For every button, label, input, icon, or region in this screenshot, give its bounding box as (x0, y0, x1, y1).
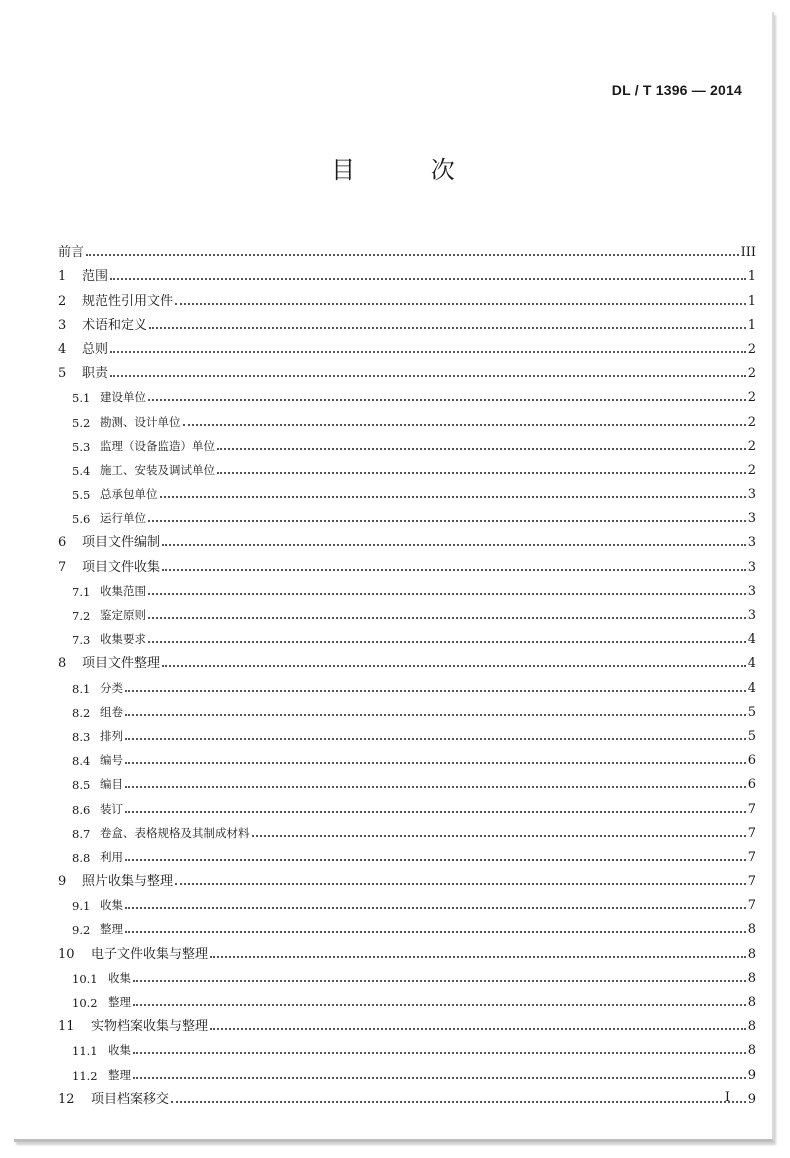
toc-entry-number: 8.4 (72, 754, 91, 769)
dot-leader (125, 859, 746, 861)
dot-leader (148, 520, 746, 522)
toc-entry[interactable] (58, 986, 756, 1010)
toc-entry-label: 总承包单位 (100, 487, 158, 502)
standard-code: DL / T 1396 — 2014 (611, 82, 742, 98)
toc-entry[interactable] (58, 502, 756, 526)
toc-entry-label: 项目文件编制 (82, 535, 161, 551)
toc-entry-number: 1 (58, 269, 67, 285)
toc-entry-page: 2 (747, 462, 756, 478)
toc-entry-label: 收集范围 (100, 583, 146, 598)
toc-entry-number: 11.1 (72, 1044, 98, 1059)
toc-entry-label: 职责 (82, 366, 109, 382)
dot-leader (133, 1077, 746, 1079)
dot-leader (175, 303, 746, 305)
toc-entry-number: 8.5 (72, 778, 91, 793)
toc-entry-page: 5 (747, 728, 756, 744)
toc-entry-label: 规范性引用文件 (82, 293, 174, 309)
toc-entry-label: 项目文件收集 (82, 559, 161, 575)
dot-leader (110, 351, 746, 353)
toc-entry[interactable] (58, 1010, 756, 1034)
toc-entry-number: 8.2 (72, 705, 91, 720)
toc-entry-page: 8 (747, 995, 756, 1010)
dot-leader (162, 569, 746, 571)
toc-entry[interactable] (58, 1083, 756, 1107)
toc-entry-number: 8.7 (72, 826, 91, 841)
dot-leader (110, 375, 746, 377)
toc-entry[interactable] (58, 817, 756, 841)
toc-entry-label: 利用 (100, 849, 123, 864)
toc-entry[interactable] (58, 913, 756, 937)
toc-entry-number: 8.6 (72, 802, 91, 817)
dot-leader (160, 496, 746, 498)
toc-entry-page: 3 (747, 608, 756, 623)
toc-entry[interactable] (58, 284, 756, 308)
toc-entry-number: 8.3 (72, 729, 91, 744)
dot-leader (171, 1101, 746, 1103)
toc-entry[interactable] (58, 333, 756, 357)
toc-entry-label: 建设单位 (100, 390, 146, 405)
table-of-contents (58, 236, 756, 1107)
toc-entry-number: 11.2 (72, 1068, 98, 1083)
toc-entry[interactable] (58, 526, 756, 550)
toc-entry-page: 7 (747, 801, 756, 817)
toc-entry-page: 2 (747, 438, 756, 454)
toc-entry-label: 收集要求 (100, 632, 146, 647)
toc-entry-page: 8 (747, 1019, 756, 1035)
toc-entry-number: 10.1 (72, 971, 98, 986)
toc-entry-page: 8 (747, 922, 756, 938)
toc-entry-page: 3 (747, 487, 756, 503)
toc-entry[interactable] (58, 550, 756, 574)
toc-entry-page: 3 (747, 583, 756, 599)
toc-entry-number: 2 (58, 293, 67, 309)
toc-entry-page: 6 (747, 777, 756, 793)
toc-entry-label: 整理 (108, 1067, 131, 1082)
toc-entry-page: 3 (747, 559, 756, 575)
dot-leader (217, 472, 746, 474)
toc-entry-number: 9.1 (72, 899, 91, 914)
toc-entry-label: 组卷 (100, 704, 123, 719)
toc-entry[interactable] (58, 768, 756, 792)
toc-entry-page: 3 (747, 511, 756, 527)
toc-entry-page: 9 (747, 1091, 756, 1107)
toc-entry-label: 卷盒、表格规格及其制成材料 (100, 825, 250, 840)
dot-leader (125, 786, 746, 788)
toc-entry-page: 7 (747, 898, 756, 914)
page-folio: I (724, 1090, 730, 1105)
toc-entry-page: 1 (747, 317, 756, 333)
toc-entry[interactable] (58, 696, 756, 720)
toc-entry[interactable] (58, 671, 756, 695)
toc-entry-number: 8.8 (72, 850, 91, 865)
toc-entry[interactable] (58, 744, 756, 768)
toc-entry-number: 5 (58, 366, 67, 382)
toc-entry-number: 7.1 (72, 584, 91, 599)
toc-entry-page: 8 (747, 946, 756, 962)
dot-leader (125, 811, 746, 813)
dot-leader (133, 1004, 746, 1006)
dot-leader (125, 690, 746, 692)
toc-entry-label: 施工、安装及调试单位 (100, 462, 215, 477)
toc-entry-number: 10 (58, 946, 75, 962)
toc-entry[interactable] (58, 1034, 756, 1058)
toc-entry-label: 收集 (108, 1043, 131, 1058)
toc-entry-page: 2 (747, 390, 756, 406)
toc-entry-number: 9.2 (72, 923, 91, 938)
toc-entry[interactable] (58, 381, 756, 405)
toc-entry-number: 5.3 (72, 439, 91, 454)
dot-leader (148, 641, 746, 643)
toc-entry-page: 9 (747, 1067, 756, 1083)
toc-entry[interactable] (58, 236, 756, 260)
toc-entry-page: III (740, 245, 756, 261)
dot-leader (148, 399, 746, 401)
toc-entry-number: 11 (58, 1019, 75, 1035)
toc-entry[interactable] (58, 357, 756, 381)
toc-entry-label: 收集 (108, 970, 131, 985)
toc-entry[interactable] (58, 260, 756, 284)
toc-entry[interactable] (58, 430, 756, 454)
toc-entry-page: 8 (747, 1043, 756, 1059)
toc-entry-label: 收集 (100, 898, 123, 913)
toc-entry-page: 4 (747, 632, 756, 648)
toc-entry-number: 9 (58, 874, 67, 890)
toc-entry[interactable] (58, 647, 756, 671)
toc-entry-number: 5.6 (72, 512, 91, 527)
toc-entry-page: 1 (747, 269, 756, 285)
dot-leader (125, 762, 746, 764)
toc-entry[interactable] (58, 937, 756, 961)
toc-entry-label: 电子文件收集与整理 (91, 946, 209, 962)
toc-entry-number: 8.1 (72, 681, 91, 696)
toc-entry-number: 7.2 (72, 609, 91, 623)
toc-entry-page: 3 (747, 535, 756, 551)
dot-leader (149, 327, 746, 329)
dot-leader (162, 665, 746, 667)
toc-entry-number: 8 (58, 656, 67, 672)
toc-entry[interactable] (58, 962, 756, 986)
toc-entry-label: 排列 (100, 728, 123, 743)
toc-entry-page: 6 (747, 753, 756, 769)
toc-entry-number: 5.4 (72, 463, 91, 478)
toc-entry-label: 运行单位 (100, 511, 146, 526)
toc-entry-label: 范围 (82, 269, 109, 285)
toc-entry-label: 整理 (108, 995, 131, 1009)
toc-entry[interactable] (58, 720, 756, 744)
dot-leader (133, 980, 746, 982)
toc-entry-label: 项目档案移交 (91, 1091, 170, 1107)
dot-leader (125, 931, 746, 933)
toc-entry[interactable] (58, 865, 756, 889)
toc-entry[interactable] (58, 405, 756, 429)
dot-leader (86, 254, 739, 256)
toc-entry-page: 4 (747, 680, 756, 696)
toc-entry-label: 总则 (82, 341, 109, 357)
dot-leader (210, 956, 746, 958)
dot-leader (210, 1028, 746, 1030)
toc-title: 目 次 (331, 156, 489, 184)
toc-entry-label: 鉴定原则 (100, 608, 146, 622)
toc-entry-number: 4 (58, 341, 67, 357)
toc-entry-number: 7.3 (72, 633, 91, 648)
dot-leader (148, 593, 746, 595)
toc-entry-label: 监理（设备监造）单位 (100, 438, 215, 453)
toc-entry-page: 8 (747, 970, 756, 986)
toc-entry-number: 7 (58, 559, 67, 575)
toc-entry-label: 勘测、设计单位 (100, 414, 181, 429)
toc-entry-label: 编目 (100, 777, 123, 792)
toc-entry-page: 2 (747, 414, 756, 430)
dot-leader (125, 714, 746, 716)
dot-leader (148, 617, 746, 619)
toc-entry-number: 5.1 (72, 391, 91, 406)
toc-entry[interactable] (58, 478, 756, 502)
toc-entry-page: 5 (747, 704, 756, 720)
toc-entry-label: 实物档案收集与整理 (91, 1019, 209, 1035)
toc-entry-number: 12 (58, 1091, 75, 1107)
document-page (14, 12, 774, 1142)
toc-entry-label: 装订 (100, 801, 123, 816)
toc-entry-page: 1 (747, 293, 756, 309)
toc-entry[interactable] (58, 889, 756, 913)
toc-entry-label: 编号 (100, 753, 123, 768)
toc-entry-number: 5.2 (72, 415, 91, 430)
toc-entry-label: 分类 (100, 680, 123, 695)
toc-entry-number: 10.2 (72, 996, 98, 1010)
toc-entry-label: 前言 (58, 245, 85, 261)
toc-entry-number: 3 (58, 317, 67, 333)
dot-leader (217, 448, 746, 450)
toc-entry[interactable] (58, 841, 756, 865)
toc-entry-label: 照片收集与整理 (82, 874, 174, 890)
toc-entry[interactable] (58, 1058, 756, 1082)
toc-entry[interactable] (58, 792, 756, 816)
dot-leader (183, 424, 746, 426)
dot-leader (133, 1052, 746, 1054)
toc-entry-page: 7 (747, 825, 756, 841)
toc-entry-page: 2 (747, 341, 756, 357)
toc-entry[interactable] (58, 623, 756, 647)
toc-entry-page: 2 (747, 366, 756, 382)
toc-entry[interactable] (58, 575, 756, 599)
toc-entry[interactable] (58, 454, 756, 478)
dot-leader (110, 278, 746, 280)
toc-entry-page: 7 (747, 874, 756, 890)
toc-entry-number: 6 (58, 535, 67, 551)
toc-entry-number: 5.5 (72, 488, 91, 503)
dot-leader (125, 738, 746, 740)
toc-entry[interactable] (58, 599, 756, 623)
toc-entry-label: 项目文件整理 (82, 656, 161, 672)
dot-leader (175, 883, 746, 885)
toc-entry-page: 4 (747, 656, 756, 672)
toc-entry-page: 7 (747, 849, 756, 865)
dot-leader (125, 907, 746, 909)
dot-leader (162, 544, 746, 546)
toc-entry[interactable] (58, 309, 756, 333)
toc-entry-label: 整理 (100, 922, 123, 937)
dot-leader (252, 835, 746, 837)
toc-entry-label: 术语和定义 (82, 317, 148, 333)
